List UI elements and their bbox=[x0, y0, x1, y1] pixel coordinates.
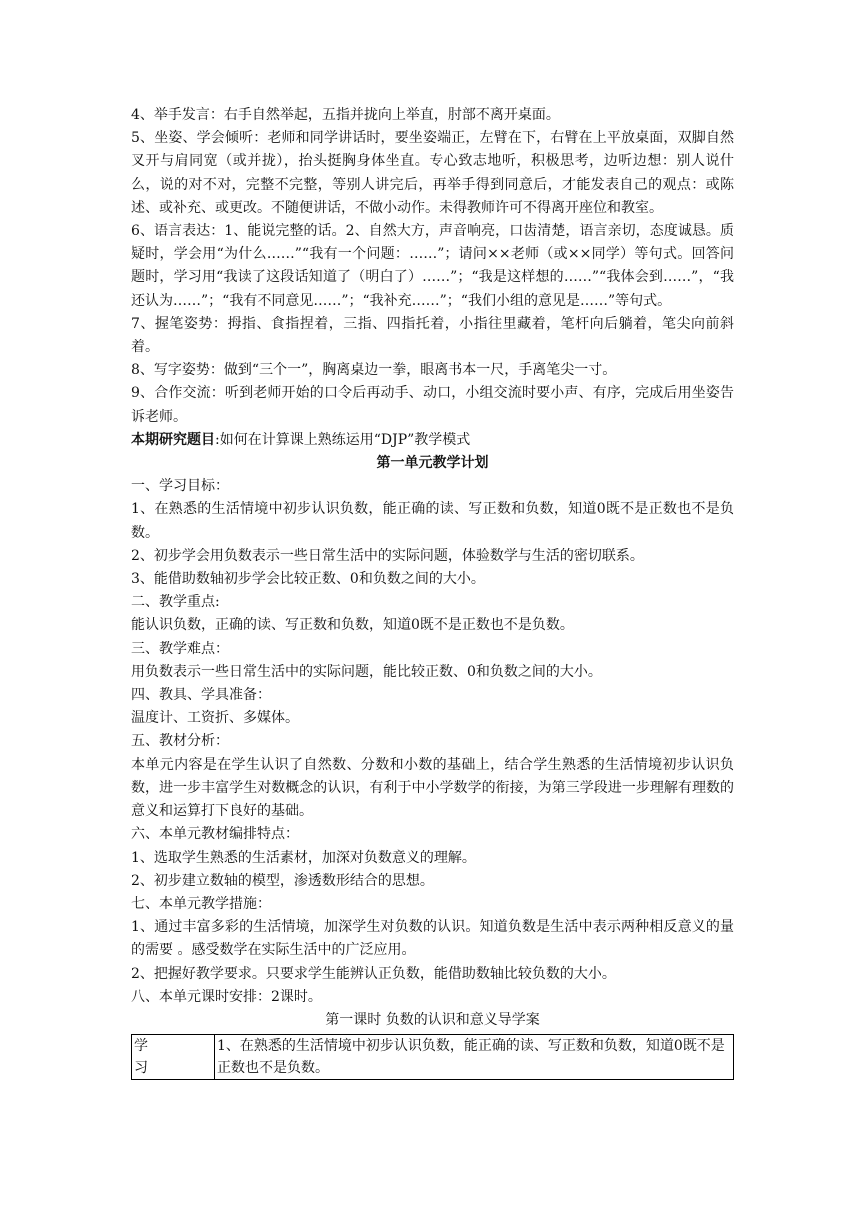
plan-measure-1: 1、通过丰富多彩的生活情境，加深学生对负数的认识。知道负数是生活中表示两种相反意义的量的需要 。感受数学在实际生活中的广泛应用。 bbox=[131, 919, 734, 959]
rule-paragraph-4: 4、举手发言：右手自然举起，五指并拢向上举直，肘部不离开桌面。 bbox=[131, 107, 560, 123]
rule-paragraph-9: 9、合作交流：听到老师开始的口令后再动手、动口，小组交流时要小声、有序，完成后用坐姿告诉老师。 bbox=[131, 385, 734, 425]
plan-heading-difficulties: 三、教学难点： bbox=[131, 640, 229, 657]
plan-heading-materials: 四、教具、学具准备： bbox=[131, 687, 271, 704]
research-topic-label: 本期研究题目 bbox=[131, 431, 215, 448]
plan-feature-2: 2、初步建立数轴的模型，渗透数形结合的思想。 bbox=[131, 872, 434, 889]
plan-goal-3: 3、能借助数轴初步学会比较正数、0和负数之间的大小。 bbox=[131, 571, 485, 588]
table-row-content: 1、在熟悉的生活情境中初步认识负数，能正确的读、写正数和负数，知道0既不是正数也不是负数。 bbox=[215, 1035, 734, 1080]
plan-key-points: 能认识负数，正确的读、写正数和负数，知道0既不是正数也不是负数。 bbox=[131, 617, 574, 634]
research-topic-text: :如何在计算课上熟练运用“DJP”教学模式 bbox=[215, 431, 471, 448]
plan-feature-1: 1、选取学生熟悉的生活素材，加深对负数意义的理解。 bbox=[131, 849, 476, 866]
plan-heading-goals: 一、学习目标： bbox=[131, 478, 229, 495]
unit-plan-title: 第一单元教学计划 bbox=[376, 455, 489, 472]
rule-paragraph-5: 5、坐姿、学会倾听：老师和同学讲话时，要坐姿端正，左臂在下，右臂在上平放桌面，双脚自然叉开与肩同宽（或并拢），抬头挺胸身体坐直。专心致志地听，积极思考，边听边想：别人说什么，说的对不对，完整不完整，等别人讲完后，再举手得到同意后，才能发表自己的观点：或陈述、或补充、或更改。不随便讲话，不做小动作。未得教师许可不得离开座位和教室。 bbox=[131, 130, 734, 216]
rule-paragraph-8: 8、写字姿势：做到“三个一”，胸离桌边一拳，眼离书本一尺，手离笔尖一寸。 bbox=[131, 362, 617, 379]
plan-analysis: 本单元内容是在学生认识了自然数、分数和小数的基础上，结合学生熟悉的生活情境初步认识负数，进一步丰富学生对数概念的认识，有利于中小学数学的衔接，为第三学段进一步理解有理数的意义和运算打下良好的基础。 bbox=[131, 756, 734, 820]
rule-paragraph-6: 6、语言表达：1、能说完整的话。2、自然大方，声音响亮，口齿清楚，语言亲切，态度诚恳。质疑时，学会用“为什么……”“我有一个问题：……”；请问××老师（或××同学）等句式。回答问题时，学习用“我读了这段话知道了（明白了）……”；“我是这样想的……”“我体会到……”，“我还认为……”；“我有不同意见……”；“我补充……”；“我们小组的意见是……”等句式。 bbox=[131, 223, 734, 309]
table-row bbox=[132, 1035, 734, 1080]
plan-goal-1: 1、在熟悉的生活情境中初步认识负数，能正确的读、写正数和负数，知道0既不是正数也不是负数。 bbox=[131, 501, 734, 541]
plan-difficulties: 用负数表示一些日常生活中的实际问题，能比较正数、0和负数之间的大小。 bbox=[131, 663, 602, 680]
plan-heading-key-points: 二、教学重点: bbox=[131, 594, 220, 611]
lesson-title: 第一课时 负数的认识和意义导学案 bbox=[325, 1011, 540, 1028]
plan-heading-measures: 七、本单元教学措施： bbox=[131, 895, 271, 912]
plan-measure-2: 2、把握好教学要求。只要求学生能辨认正负数，能借助数轴比较负数的大小。 bbox=[131, 965, 616, 982]
table-row-label: 学 习 bbox=[132, 1035, 215, 1080]
plan-goal-2: 2、初步学会用负数表示一些日常生活中的实际问题，体验数学与生活的密切联系。 bbox=[131, 547, 644, 564]
rule-paragraph-7: 7、握笔姿势：拇指、食指捏着，三指、四指托着，小指往里藏着，笔杆向后躺着，笔尖向前斜着。 bbox=[131, 315, 734, 356]
lesson-plan-table bbox=[131, 1034, 734, 1080]
plan-materials: 温度计、工资折、多媒体。 bbox=[131, 710, 299, 727]
plan-heading-schedule: 八、本单元课时安排：2课时。 bbox=[131, 988, 322, 1005]
research-topic bbox=[131, 429, 734, 452]
document-body bbox=[131, 104, 734, 1080]
plan-heading-analysis: 五、教材分析： bbox=[131, 733, 229, 750]
plan-heading-features: 六、本单元教材编排特点： bbox=[131, 826, 299, 843]
